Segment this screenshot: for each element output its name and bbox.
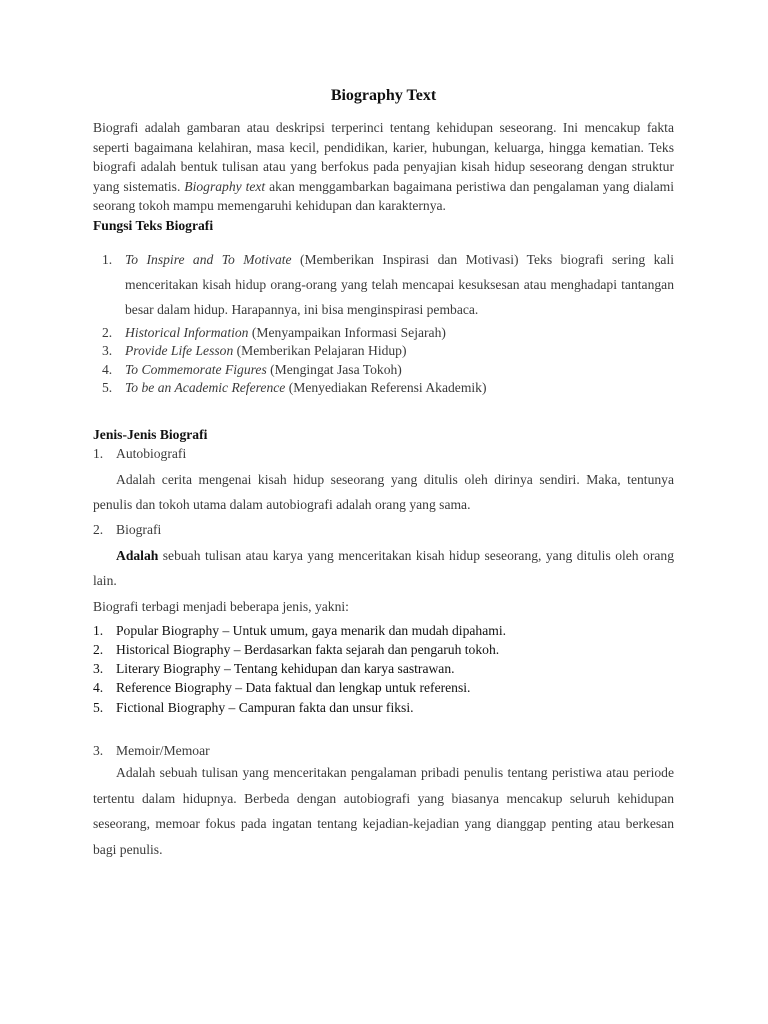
biografi-intro: Biografi terbagi menjadi beberapa jenis, yakni: <box>93 598 349 614</box>
intro-text-2: akan menggambarkan bagaimana peristiwa dan pengalaman yang dialami seorang tokoh mampu memengaruhi kehidupan dan karakternya. <box>93 178 674 213</box>
intro-paragraph <box>93 118 674 216</box>
intro-italic: Biography text <box>184 178 266 194</box>
intro-text-1: Biografi adalah gambaran atau deskripsi terperinci tentang kehidupan seseorang. Ini mencakup fakta seperti bagaimana kelahiran, masa kecil, pendidikan, karier, hubungan, keluarga, hingga kematian. Teks biografi adalah bentuk tulisan atau yang berfokus pada penyajian kisah hidup seseorang dengan struktur yang sistematis. <box>93 120 674 194</box>
list-item: 2. Historical Biography – Berdasarkan fakta sejarah dan pengaruh tokoh. <box>93 641 500 657</box>
fungsi-item: 2. Historical Information (Menyampaikan Informasi Sejarah) <box>102 324 446 340</box>
autobiografi-desc: Adalah cerita mengenai kisah hidup seseorang yang ditulis oleh dirinya sendiri. Maka, tentunya penulis dan tokoh utama dalam autobiografi adalah orang yang sama. <box>93 471 674 512</box>
fungsi-heading: Fungsi Teks Biografi <box>93 217 214 233</box>
list-item: 1. Popular Biography – Untuk umum, gaya menarik dan mudah dipahami. <box>93 622 506 638</box>
jenis-item-autobiografi: 1. Autobiografi <box>93 445 187 461</box>
fungsi-item: 1. To Inspire and To Motivate (Memberikan Inspirasi dan Motivasi) Teks biografi sering kali menceritakan kisah hidup orang-orang yang telah mencapai kesuksesan atau menghadapi tantangan besar dalam hidup. Harapannya, ini bisa menginspirasi pembaca. <box>102 251 675 317</box>
jenis-item-biografi: 2. Biografi <box>93 521 162 537</box>
jenis-heading: Jenis-Jenis Biografi <box>93 426 208 442</box>
fungsi-item: 4. To Commemorate Figures (Mengingat Jasa Tokoh) <box>102 361 402 377</box>
biografi-desc: Adalah sebuah tulisan atau karya yang menceritakan kisah hidup seseorang, yang ditulis oleh orang lain. <box>93 547 674 588</box>
page-title: Biography Text <box>330 87 437 104</box>
fungsi-item: 5. To be an Academic Reference (Menyediakan Referensi Akademik) <box>102 380 487 395</box>
document-page <box>93 86 674 863</box>
list-item: 5. Fictional Biography – Campuran fakta dan unsur fiksi. <box>93 699 414 715</box>
biografi-types-list <box>93 621 674 717</box>
list-item: 3. Literary Biography – Tentang kehidupan dan karya sastrawan. <box>93 661 455 677</box>
list-item: 4. Reference Biography – Data faktual dan lengkap untuk referensi. <box>93 680 471 696</box>
memoir-desc: Adalah sebuah tulisan yang menceritakan pengalaman pribadi penulis tentang peristiwa atau periode tertentu dalam hidupnya. Berbeda dengan autobiografi yang biasanya mencakup seluruh kehidupan seseorang, memoar fokus pada ingatan tentang kejadian-kejadian yang dianggap penting atau berkesan bagi penulis. <box>93 764 674 858</box>
fungsi-list <box>93 247 674 398</box>
fungsi-item: 3. Provide Life Lesson (Memberikan Pelajaran Hidup) <box>102 343 407 358</box>
jenis-item-memoir: 3. Memoir/Memoar <box>93 742 210 758</box>
